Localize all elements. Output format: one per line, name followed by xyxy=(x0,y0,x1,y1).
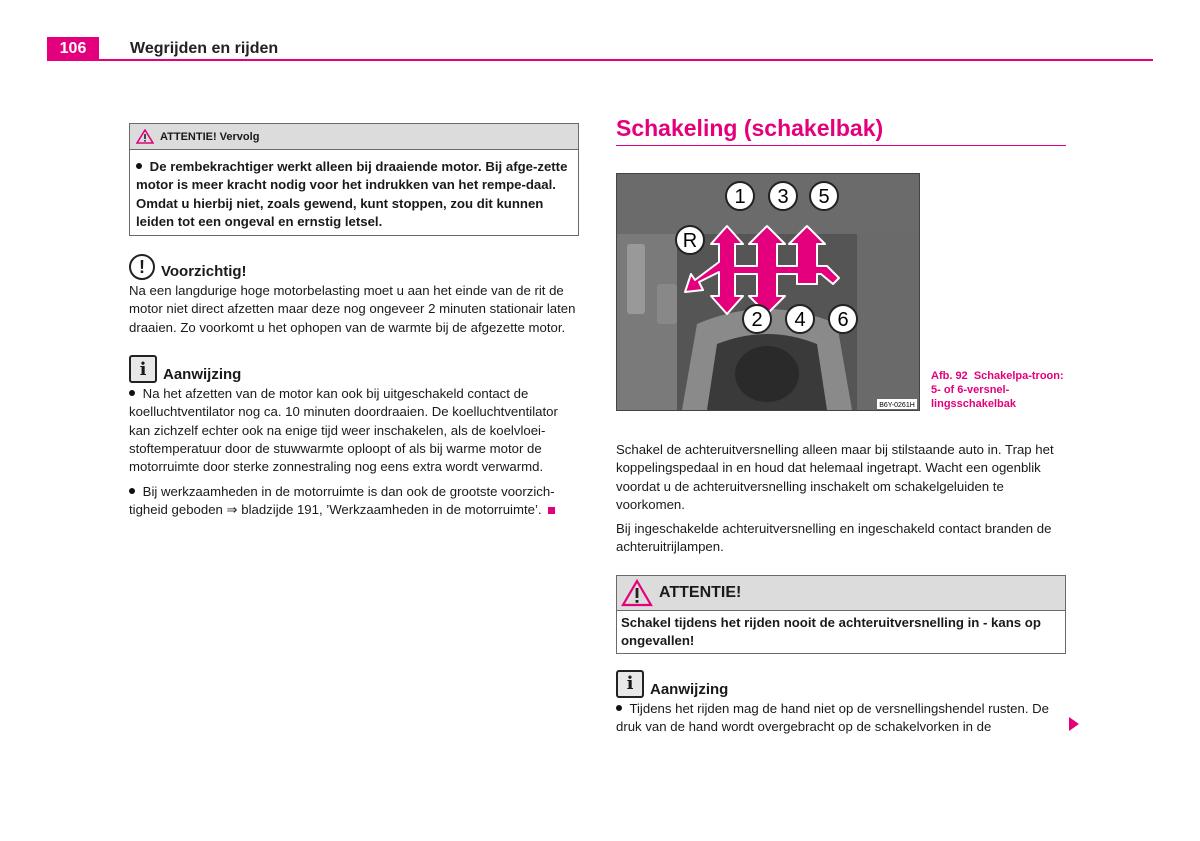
attention-header xyxy=(617,576,1065,611)
header-rule xyxy=(47,59,1153,61)
gear-3-label xyxy=(769,182,797,210)
svg-text:5: 5 xyxy=(818,186,830,208)
body-paragraphs xyxy=(616,441,1066,557)
svg-text:6: 6 xyxy=(837,309,849,331)
gear-4-label xyxy=(786,305,814,333)
warning-body xyxy=(130,150,578,235)
gear-1-label xyxy=(726,182,754,210)
end-marker xyxy=(548,507,555,514)
exclamation-circle-icon: ! xyxy=(129,254,155,280)
note-item: Bij werkzaamheden in de motorruimte is dan ook de grootste voorzichtigheid geboden ⇒ bladzijde 191, ’Werkzaamheden in de motorruimte’. xyxy=(129,483,555,517)
note-title: Aanwijzing xyxy=(163,366,242,384)
svg-text:3: 3 xyxy=(777,186,789,208)
gear-6-label xyxy=(829,305,857,333)
warning-text: De rembekrachtiger werkt alleen bij draaiende motor. Bij afge-zette motor is meer kracht nodig voor het indrukken van het rempe-daal. Omdat u hierbij niet, zoals gewend, kunt stoppen, zou dit kunnen leiden tot een ongeval en ernstig letsel. xyxy=(136,159,568,229)
right-column xyxy=(616,115,1066,146)
warning-heading: ATTENTIE! Vervolg xyxy=(160,130,260,143)
right-body xyxy=(616,439,1066,736)
bullet-icon xyxy=(129,385,139,395)
svg-text:2: 2 xyxy=(751,309,763,331)
note-text-right: Tijdens het rijden mag de hand niet op de versnellingshendel rusten. De druk van de hand wordt overgebracht op de schakelvorken in de xyxy=(616,700,1050,735)
gear-5-label xyxy=(810,182,838,210)
gear-pattern-illustration xyxy=(617,174,919,410)
note-item: Na het afzetten van de motor kan ook bij uitgeschakeld contact de koelluchtventilator nog ca. 10 minuten doordraaien. De koelluchtventilator kan zichzelf echter ook na enige tijd weer inschakelen, als de koelvloeistoftemperatuur door de stuwwarmte oploopt of als bij warme motor de motorruimte door sterke zonnestraling nog eens extra wordt verwarmd. xyxy=(129,386,558,475)
section-title: Schakeling (schakelbak) xyxy=(616,115,1066,146)
caption-text: Schakelpa-troon: 5- of 6-versnel-lingsschakelbak xyxy=(931,370,1064,410)
page-number: 106 xyxy=(47,37,99,60)
bullet-icon xyxy=(616,700,626,710)
caption-label: Afb. 92 xyxy=(931,370,968,382)
bullet-icon xyxy=(129,483,139,493)
gear-shift-figure xyxy=(616,173,920,411)
chapter-title: Wegrijden en rijden xyxy=(130,40,279,57)
caution-text: Na een langdurige hoge motorbelasting moet u aan het einde van de rit de motor niet direct afzetten maar deze nog ongeveer 2 minuten stationair laten draaien. Zo voorkomt u het ophopen van de warmte bij de afgezette motor. xyxy=(129,283,576,335)
attention-box xyxy=(616,575,1066,654)
svg-text:R: R xyxy=(682,230,698,252)
attention-text: Schakel tijdens het rijden nooit de achteruitversnelling in - kans op ongevallen! xyxy=(621,614,1041,648)
gear-r-label xyxy=(676,226,704,254)
warning-header xyxy=(130,124,578,150)
bullet-icon xyxy=(136,158,146,168)
svg-text:4: 4 xyxy=(794,309,806,331)
note-body xyxy=(129,385,579,519)
left-column xyxy=(129,123,579,525)
svg-text:1: 1 xyxy=(734,186,746,208)
gear-2-label xyxy=(743,305,771,333)
warning-triangle-icon xyxy=(621,579,653,607)
figure-code: B6Y-0261H xyxy=(879,402,915,409)
note-header xyxy=(129,355,579,383)
warning-triangle-icon xyxy=(136,129,154,144)
paragraph: Schakel de achteruitversnelling alleen maar bij stilstaande auto in. Trap het koppelingspedaal in en houd dat helemaal ingetrapt. Wacht een ogenblik voordat u de achteruitversnelling inschakelt om schakelgeluiden te voorkomen. xyxy=(616,442,1054,512)
figure-caption xyxy=(931,369,1071,411)
warning-continued-box xyxy=(129,123,579,236)
paragraph: Bij ingeschakelde achteruitversnelling en ingeschakeld contact branden de achteruitrijlampen. xyxy=(616,521,1052,555)
info-icon: i xyxy=(129,355,157,383)
attention-heading: ATTENTIE! xyxy=(659,583,742,601)
caution-title: Voorzichtig! xyxy=(161,263,247,281)
note-header-right xyxy=(616,670,1066,698)
note-title-right: Aanwijzing xyxy=(650,680,729,698)
caution-header xyxy=(129,254,579,280)
info-icon: i xyxy=(616,670,644,698)
continue-arrow-icon xyxy=(1069,717,1079,731)
